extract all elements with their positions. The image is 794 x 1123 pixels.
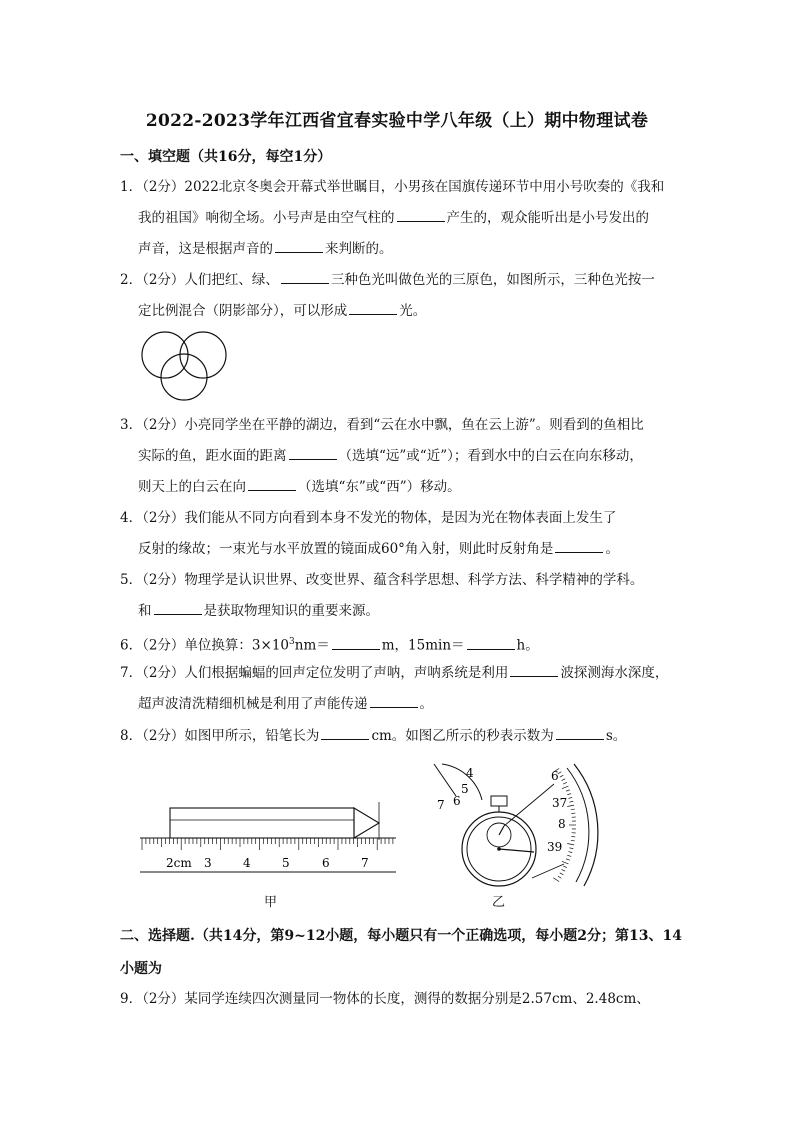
ruler-label-2cm: 2cm <box>166 856 192 870</box>
question-6-text: nm＝ <box>294 637 330 654</box>
leader-line-bottom <box>532 864 564 878</box>
answer-blank[interactable] <box>275 240 323 253</box>
section-heading-fill-in: 一、填空题（共16分，每空1分） <box>120 149 332 165</box>
ruler-label-5: 5 <box>282 856 290 870</box>
answer-blank[interactable] <box>555 540 603 553</box>
big-dial-tick <box>562 786 568 789</box>
ruler-label-6: 6 <box>322 856 330 870</box>
question-2-text: 2．（2分）人们把红、绿、 <box>120 272 279 288</box>
big-dial-label-8: 8 <box>558 817 566 831</box>
question-5-line-2 <box>138 602 379 620</box>
big-dial-tick <box>562 869 566 871</box>
question-1-text: 产生的，观众能听出是小号发出的 <box>446 210 649 226</box>
big-dial-tick <box>571 840 575 841</box>
question-2-text: 定比例混合（阴影部分），可以形成 <box>138 303 348 319</box>
pencil-ruler-figure <box>136 800 401 880</box>
question-2-text: 光。 <box>399 303 427 319</box>
question-4-line-1: 4．（2分）我们能从不同方向看到本身不发光的物体，是因为光在物体表面上发生了 <box>120 510 617 526</box>
big-dial-outer-arc <box>574 764 598 886</box>
second-hand <box>499 849 534 852</box>
big-dial-tick <box>560 873 564 875</box>
big-dial-tick <box>558 876 561 878</box>
question-4-text: 。 <box>605 541 619 557</box>
pencil-body <box>170 808 354 838</box>
big-dial-tick <box>562 861 568 864</box>
ruler-label-7: 7 <box>361 856 369 870</box>
circle-bottom <box>161 354 207 400</box>
small-dial-label-4: 4 <box>466 766 474 780</box>
question-8-text: 8．（2分）如图甲所示，铅笔长为 <box>120 728 320 744</box>
small-dial-label-6: 6 <box>453 794 461 808</box>
big-dial-tick <box>567 855 571 856</box>
question-2-line-2 <box>138 302 426 320</box>
question-3-line-1: 3．（2分）小亮同学坐在平静的湖边，看到“云在水中飘，鱼在云上游”。则看到的鱼相比 <box>120 417 644 433</box>
question-8-text: cm。如图乙所示的秒表示数为 <box>371 728 554 744</box>
question-3-line-2 <box>138 447 643 465</box>
answer-blank[interactable] <box>332 637 380 650</box>
small-dial-label-7: 7 <box>437 798 445 812</box>
big-dial-tick <box>567 805 574 806</box>
question-3-text: 实际的鱼，距水面的距离 <box>138 448 287 464</box>
page-title: 2022-2023学年江西省宜春实验中学八年级（上）期中物理试卷 <box>145 111 649 131</box>
ruler-label-4: 4 <box>243 856 251 870</box>
big-dial-tick <box>563 866 567 868</box>
small-dial-label-5: 5 <box>461 782 469 796</box>
question-7-text: 波探测海水深度， <box>560 665 669 681</box>
figure-caption-yi: 乙 <box>492 895 506 910</box>
circle-right <box>180 332 226 378</box>
question-7-line-2 <box>138 695 433 713</box>
question-5-text: 和 <box>138 603 152 619</box>
answer-blank[interactable] <box>510 664 558 677</box>
question-1-text: 声音，这是根据声音的 <box>138 241 273 257</box>
question-6-text: h。 <box>516 637 539 654</box>
big-dial-tick <box>560 775 564 777</box>
question-2-text: 三种色光叫做色光的三原色，如图所示，三种色光按一 <box>330 272 655 288</box>
question-1-line-3 <box>138 240 393 258</box>
big-dial-tick <box>571 809 575 810</box>
exponent: 3 <box>289 637 295 647</box>
big-dial-tick <box>563 782 567 784</box>
answer-blank[interactable] <box>281 271 329 284</box>
question-6-text: 6．（2分）单位换算：3×10 <box>120 637 290 654</box>
answer-blank[interactable] <box>289 447 337 460</box>
big-dial-tick <box>567 844 574 845</box>
question-5-line-1: 5．（2分）物理学是认识世界、改变世界、蕴含科学思想、科学方法、科学精神的学科。 <box>120 572 644 588</box>
answer-blank[interactable] <box>154 602 202 615</box>
answer-blank[interactable] <box>467 637 515 650</box>
question-2-line-1 <box>120 271 655 289</box>
big-dial-tick <box>569 848 573 849</box>
question-8-text: s。 <box>605 728 627 744</box>
question-7-line-1 <box>120 664 668 682</box>
question-4-line-2 <box>138 540 619 558</box>
big-dial-tick <box>569 801 573 802</box>
question-7-text: 超声波清洗精细机械是利用了声能传递 <box>138 696 368 712</box>
question-6-text: m，15min＝ <box>381 637 465 654</box>
question-3-text: 则天上的白云在向 <box>138 479 246 495</box>
question-1-line-2 <box>138 209 649 227</box>
three-circle-diagram <box>138 325 233 405</box>
big-dial-tick <box>562 779 566 781</box>
big-dial-tick <box>568 852 572 853</box>
question-5-text: 是获取物理知识的重要来源。 <box>203 603 379 619</box>
big-dial-label-6: 6 <box>551 769 559 783</box>
section-heading-choice-cont: 小题为 <box>120 961 162 977</box>
question-1-text: 我的祖国》响彻全场。小号声是由空气柱的 <box>138 210 395 226</box>
ruler-ticks <box>142 838 393 850</box>
answer-blank[interactable] <box>349 302 397 315</box>
answer-blank[interactable] <box>397 209 445 222</box>
stopwatch-figure <box>424 760 604 888</box>
ruler-label-3: 3 <box>204 856 212 870</box>
big-dial-tick <box>553 878 559 882</box>
question-6-line <box>120 633 539 655</box>
small-dial-pointer-line <box>434 764 456 796</box>
answer-blank[interactable] <box>248 478 296 491</box>
leader-line-top <box>504 784 554 826</box>
big-dial-tick <box>567 794 571 795</box>
big-dial-label-37: 37 <box>552 796 568 810</box>
question-3-text: （选填“远”或“近”）；看到水中的白云在向东移动， <box>338 448 643 464</box>
answer-blank[interactable] <box>321 727 369 740</box>
circle-left <box>142 332 188 378</box>
big-dial-tick <box>568 797 572 798</box>
question-1-text: 来判断的。 <box>325 241 393 257</box>
section-heading-choice: 二、选择题.（共14分，第9~12小题，每小题只有一个正确选项，每小题2分；第13、14 <box>120 928 683 944</box>
question-1-line-1: 1．（2分）2022北京冬奥会开幕式举世瞩目，小男孩在国旗传递环节中用小号吹奏的《我和 <box>120 179 665 195</box>
question-4-text: 反射的缘故；一束光与水平放置的镜面成60°角入射，则此时反射角是 <box>138 541 554 557</box>
question-3-text: （选填“东”或“西”）移动。 <box>298 479 461 495</box>
question-7-text: 。 <box>419 696 433 712</box>
big-dial-tick <box>566 859 570 860</box>
minute-hand <box>499 826 504 835</box>
big-dial-label-39: 39 <box>547 840 563 854</box>
question-3-line-3 <box>138 478 461 496</box>
pencil-tip <box>354 808 379 838</box>
stopwatch-crown <box>491 796 507 806</box>
question-7-text: 7．（2分）人们根据蝙蝠的回声定位发明了声呐，声呐系统是利用 <box>120 665 509 681</box>
big-dial-tick <box>566 790 570 791</box>
figure-caption-jia: 甲 <box>264 895 278 910</box>
answer-blank[interactable] <box>556 727 604 740</box>
question-9-line-1: 9．（2分）某同学连续四次测量同一物体的长度，测得的数据分别是2.57cm、2.48cm、 <box>120 991 650 1007</box>
question-8-line <box>120 727 626 745</box>
answer-blank[interactable] <box>370 695 418 708</box>
